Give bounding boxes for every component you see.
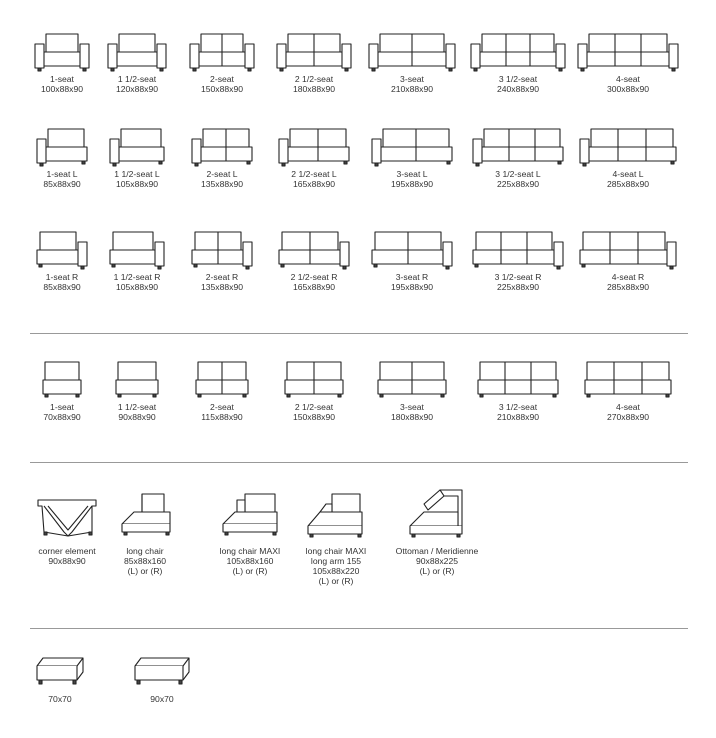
module-name: 4-seat — [616, 402, 640, 412]
module-3-seat-armless — [364, 358, 460, 422]
module-1-seat-l — [22, 125, 102, 189]
module-name: 2 1/2-seat L — [291, 169, 337, 179]
module-dims: 150x88x90 — [292, 412, 336, 422]
sofa-icon — [40, 358, 84, 402]
long-chair-icon — [116, 490, 174, 546]
module-4-seat-l — [574, 125, 682, 189]
module-2-5-seat-l — [268, 125, 360, 189]
module-ottoman-meridienne — [386, 486, 488, 576]
module-side: (L) or (R) — [127, 566, 163, 576]
module-dims: 90x88x90 — [48, 556, 86, 566]
module-name: 2-seat R — [205, 272, 239, 282]
module-side: (L) or (R) — [318, 576, 354, 586]
module-2-seat-r — [182, 228, 262, 292]
sofa-icon — [34, 125, 90, 169]
module-3-5-seat-r — [466, 228, 570, 292]
module-stool-90 — [126, 654, 198, 704]
module-dims: 135x88x90 — [200, 282, 244, 292]
sofa-icon — [468, 30, 568, 74]
sofa-icon — [189, 228, 255, 272]
module-dims: 225x88x90 — [496, 282, 540, 292]
module-dims: 100x88x90 — [40, 84, 84, 94]
module-3-5-seat-l — [466, 125, 570, 189]
sofa-icon — [34, 228, 90, 272]
long-chair-maxi-icon — [219, 490, 281, 546]
sofa-icon — [369, 125, 455, 169]
module-side: (L) or (R) — [419, 566, 455, 576]
module-name: long chair MAXI — [305, 546, 367, 556]
sofa-icon — [375, 358, 449, 402]
module-name: 4-seat R — [611, 272, 645, 282]
long-chair-maxi-long-arm-icon — [304, 490, 368, 546]
module-2-5-seat — [268, 30, 360, 94]
module-name: 2-seat — [210, 74, 234, 84]
module-name: 1 1/2-seat — [117, 74, 157, 84]
sofa-icon — [575, 30, 681, 74]
sofa-icon — [470, 228, 566, 272]
sofa-icon — [366, 30, 458, 74]
module-side: (L) or (R) — [232, 566, 268, 576]
module-dims: 180x88x90 — [292, 84, 336, 94]
sofa-icon — [274, 30, 354, 74]
module-long-chair — [104, 490, 186, 576]
module-1-5-seat — [97, 30, 177, 94]
corner-sofa-icon — [34, 492, 100, 546]
module-name: 3 1/2-seat R — [494, 272, 542, 282]
module-2-seat-armless — [182, 358, 262, 422]
module-4-seat — [574, 30, 682, 94]
module-dims: 285x88x90 — [606, 282, 650, 292]
section-divider — [30, 462, 688, 463]
section-divider — [30, 628, 688, 629]
module-name: 3 1/2-seat L — [495, 169, 541, 179]
module-3-5-seat — [466, 30, 570, 94]
module-1-seat — [22, 30, 102, 94]
module-name: 3 1/2-seat — [498, 74, 538, 84]
module-dims: 210x88x90 — [496, 412, 540, 422]
module-3-seat-r — [364, 228, 460, 292]
module-3-seat-l — [364, 125, 460, 189]
module-dims: 105x88x220 — [312, 566, 360, 576]
module-dims: 195x88x90 — [390, 282, 434, 292]
sofa-icon — [577, 228, 679, 272]
module-name: 1 1/2-seat L — [114, 169, 160, 179]
module-1-5-seat-l — [97, 125, 177, 189]
module-name: corner element — [38, 546, 96, 556]
module-long-chair-maxi-long-arm — [296, 490, 376, 586]
module-dims: 285x88x90 — [606, 179, 650, 189]
module-2-seat-l — [182, 125, 262, 189]
module-name: 2-seat L — [206, 169, 238, 179]
module-stool-70 — [26, 654, 94, 704]
section-divider — [30, 333, 688, 334]
module-dims: 300x88x90 — [606, 84, 650, 94]
module-dims: 165x88x90 — [292, 179, 336, 189]
module-dims: 210x88x90 — [390, 84, 434, 94]
module-name: 1 1/2-seat — [117, 402, 157, 412]
sofa-icon — [470, 125, 566, 169]
module-name: 4-seat — [616, 74, 640, 84]
module-name: 3 1/2-seat — [498, 402, 538, 412]
module-name: 1-seat R — [45, 272, 79, 282]
module-dims: 105x88x90 — [115, 179, 159, 189]
module-name: 1-seat — [50, 402, 74, 412]
module-dims: 120x88x90 — [115, 84, 159, 94]
sofa-icon — [369, 228, 455, 272]
module-1-5-seat-armless — [97, 358, 177, 422]
sofa-icon — [193, 358, 251, 402]
module-1-5-seat-r — [97, 228, 177, 292]
module-name: 3-seat — [400, 74, 424, 84]
module-dims: 85x88x160 — [123, 556, 167, 566]
module-dims: 90x88x90 — [118, 412, 156, 422]
sofa-icon — [32, 30, 92, 74]
module-3-5-seat-armless — [466, 358, 570, 422]
module-name: 2 1/2-seat R — [290, 272, 338, 282]
sofa-icon — [282, 358, 346, 402]
module-dims: 150x88x90 — [200, 84, 244, 94]
module-corner-element — [24, 492, 110, 566]
module-dims: 70x88x90 — [43, 412, 81, 422]
module-3-seat — [364, 30, 460, 94]
module-4-seat-armless — [574, 358, 682, 422]
module-dims: 115x88x90 — [201, 412, 243, 422]
module-dims: 165x88x90 — [292, 282, 336, 292]
stool-icon — [33, 654, 87, 694]
module-dims: 270x88x90 — [606, 412, 650, 422]
module-1-seat-r — [22, 228, 102, 292]
module-dims: 85x88x90 — [43, 179, 81, 189]
module-dims: 135x88x90 — [200, 179, 244, 189]
module-subname: long arm 155 — [310, 556, 362, 566]
module-name: 2 1/2-seat — [294, 74, 334, 84]
module-dims: 105x88x160 — [226, 556, 274, 566]
sofa-icon — [187, 30, 257, 74]
sofa-icon — [276, 125, 352, 169]
module-dims: 70x70 — [48, 694, 72, 704]
module-name: Ottoman / Meridienne — [395, 546, 479, 556]
sofa-icon — [107, 125, 167, 169]
module-name: 1-seat — [50, 74, 74, 84]
module-name: 2 1/2-seat — [294, 402, 334, 412]
module-2-seat — [182, 30, 262, 94]
module-2-5-seat-armless — [268, 358, 360, 422]
module-name: long chair MAXI — [219, 546, 281, 556]
module-name: 4-seat L — [612, 169, 644, 179]
module-dims: 180x88x90 — [390, 412, 434, 422]
sofa-icon — [582, 358, 674, 402]
sofa-icon — [107, 228, 167, 272]
module-name: 1 1/2-seat R — [113, 272, 161, 282]
module-name: 3-seat L — [396, 169, 428, 179]
sofa-icon — [577, 125, 679, 169]
module-dims: 90x70 — [150, 694, 174, 704]
sofa-icon — [105, 30, 169, 74]
module-dims: 105x88x90 — [115, 282, 159, 292]
module-name: long chair — [126, 546, 164, 556]
sofa-icon — [189, 125, 255, 169]
module-name: 3-seat — [400, 402, 424, 412]
module-name: 3-seat R — [395, 272, 429, 282]
sofa-icon — [276, 228, 352, 272]
module-4-seat-r — [574, 228, 682, 292]
sofa-icon — [113, 358, 161, 402]
module-dims: 225x88x90 — [496, 179, 540, 189]
module-dims: 195x88x90 — [390, 179, 434, 189]
ottoman-meridienne-icon — [404, 486, 470, 546]
module-2-5-seat-r — [268, 228, 360, 292]
stool-icon — [131, 654, 193, 694]
module-long-chair-maxi — [204, 490, 296, 576]
module-name: 1-seat L — [46, 169, 78, 179]
sofa-icon — [475, 358, 561, 402]
module-name: 2-seat — [210, 402, 234, 412]
module-dims: 90x88x225 — [415, 556, 459, 566]
module-dims: 240x88x90 — [496, 84, 540, 94]
module-dims: 85x88x90 — [43, 282, 81, 292]
module-1-seat-armless — [22, 358, 102, 422]
